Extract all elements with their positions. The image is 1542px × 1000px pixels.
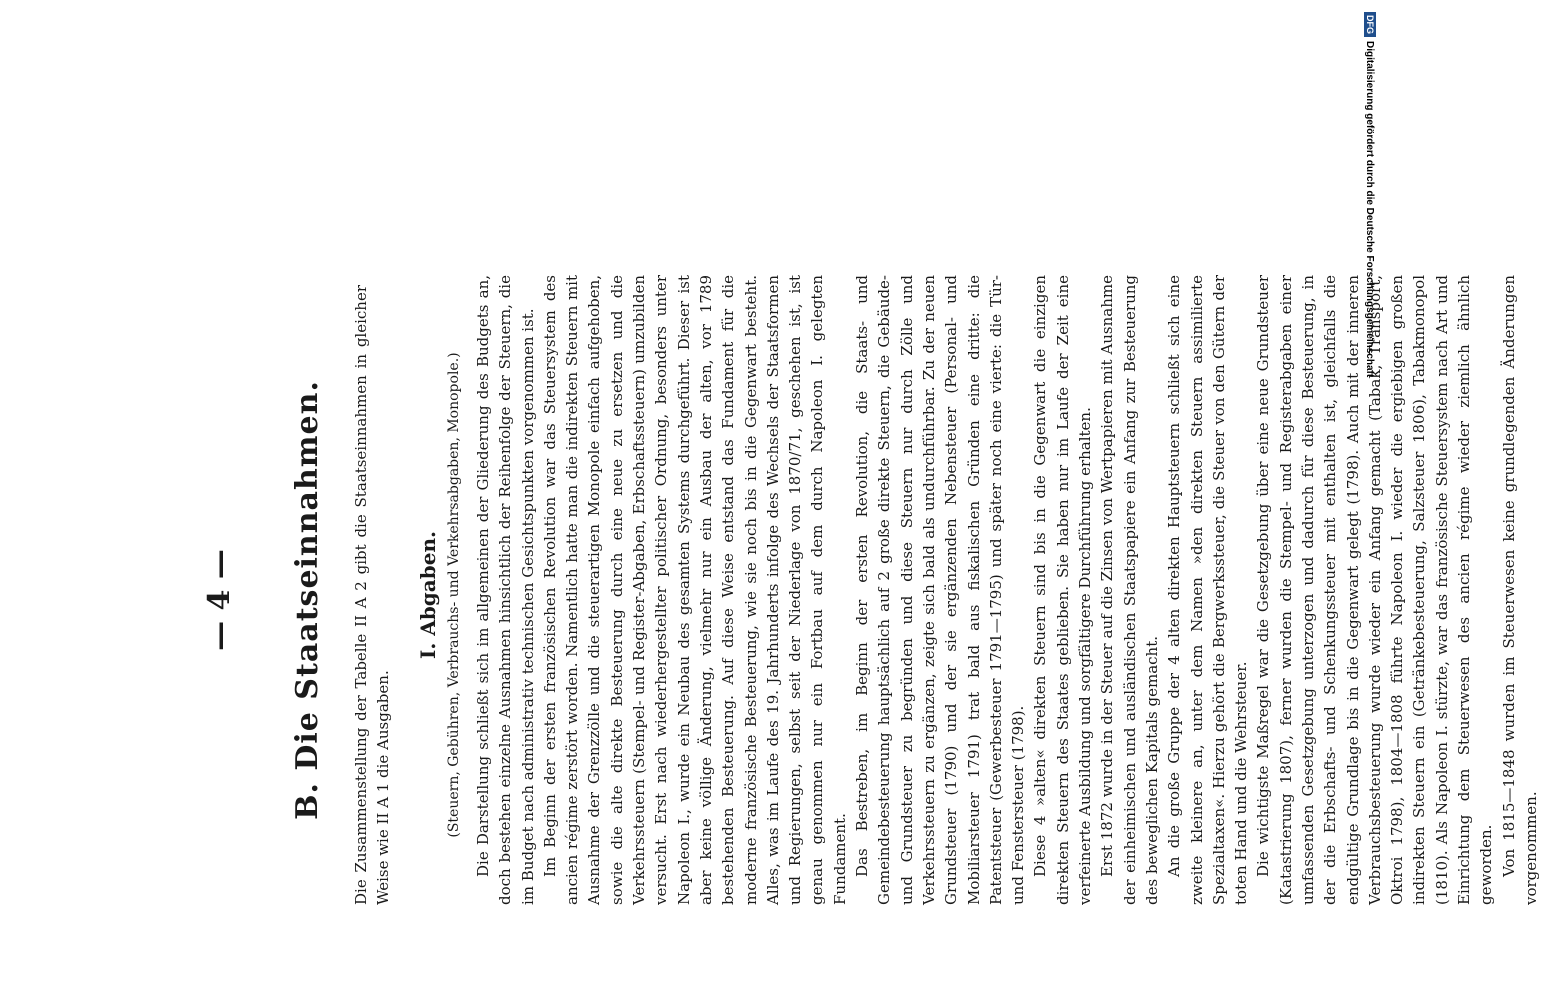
paragraph: Erst 1872 wurde in der Steuer auf die Zinsen von Wertpapieren mit Ausnahme der einheimischen und ausländischen Staatspapiere ein Anfang zur Besteuerung des beweglichen Kapitals gemacht.: [1098, 275, 1161, 905]
paragraph: Das Bestreben, im Beginn der ersten Revolution, die Staats- und Gemeindebesteuerung hauptsächlich auf 2 große direkte Steuern, die Gebäude- und Grundsteuer zu begründen und diese Steuern nur durch Zölle und Verkehrssteuern zu ergänzen, zeigte sich bald als undurchführbar. Zu der neuen Grundsteuer (1790) und der sie ergänzenden Nebensteuer (Personal- und Mobiliarsteuer 1791) trat bald aus fiskalischen Gründen eine dritte: die Patentsteuer (Gewerbesteuer 1791—1795) und später noch eine vierte: die Tür- und Fenstersteuer (1798).: [853, 275, 1028, 905]
paragraph: An die große Gruppe der 4 alten direkten Hauptsteuern schließt sich eine zweite kleinere an, unter dem Namen »den direkten Steuern assimilierte Spezialtaxen«. Hierzu gehört die Bergwerkssteuer, die Steuer von den Gütern der toten Hand und die Wehrsteuer.: [1165, 275, 1251, 905]
paragraph: Die wichtigste Maßregel war die Gesetzgebung über eine neue Grundsteuer (Katastrierung 1807), ferner wurden die Stempel- und Registerabgaben einer umfassenden Gesetzgebung unterzogen und dadurch für diese Besteuerung, in der die Erbschafts- und Schenkungssteuer mit enthalten ist, gleichfalls die endgültige Grundlage bis in die Gegenwart gelegt (1798). Auch mit der inneren Verbrauchsbesteuerung wurde wieder ein Anfang gemacht (Tabak, Transport, Oktroi 1798), 1804—1808 führte Napoleon I. wieder die ergiebigen großen indirekten Steuern ein (Getränkebesteuerung, Salzsteuer 1806), Tabakmonopol (1810). Als Napoleon I. stürzte, war das französische Steuersystem nach Art und Einrichtung dem Steuerwesen des ancien régime wieder ziemlich ähnlich geworden.: [1254, 275, 1496, 905]
page-title: B. Die Staatseinnahmen.: [290, 380, 325, 820]
paragraph: Von 1815—1848 wurden im Steuerwesen keine grundlegenden Änderungen vorgenommen.: [1499, 275, 1540, 905]
section-title: I. Abgaben.: [416, 531, 440, 659]
digitization-stamp: [1361, 12, 1377, 462]
page-number: — 4 —: [202, 549, 237, 651]
dfg-logo: DFG: [1364, 12, 1376, 37]
paragraph: Die Darstellung schließt sich im allgemeinen der Gliederung des Budgets an, doch bestehen einzelne Ausnahmen hinsichtlich der Reihenfolge der Steuern, die im Budget nach administrativ technischen Gesichtspunkten vorgenommen ist.: [474, 275, 537, 905]
intro-paragraph: Die Zusammenstellung der Tabelle II A 2 gibt die Staatseinnahmen in gleicher Weise wie II A 1 die Ausgaben.: [352, 285, 392, 905]
stamp-text: Digitalisierung gefördert durch die Deutsche Forschungsgemeinschaft: [1364, 41, 1375, 378]
section-note: (Steuern, Gebühren, Verbrauchs- und Verkehrsabgaben, Monopole.): [446, 352, 462, 838]
body-text: [472, 275, 1542, 905]
paragraph: Im Beginn der ersten französischen Revolution war das Steuersystem des ancien régime zerstört worden. Namentlich hatte man die indirekten Steuern mit Ausnahme der Grenzzölle und die steuerartigen Monopole einfach aufgehoben, sowie die alte direkte Besteuerung durch eine neue zu ersetzen und die Verkehrssteuern (Stempel- und Register-Abgaben, Erbschaftssteuern) umzubilden versucht. Erst nach wiederhergestellter politischer Ordnung, besonders unter Napoleon I., wurde ein Neubau des gesamten Systems durchgeführt. Dieser ist aber keine völlige Änderung, vielmehr nur ein Ausbau der alten, vor 1789 bestehenden Besteuerung. Auf diese Weise entstand das Fundament für die moderne französische Besteuerung, wie sie noch bis in die Gegenwart besteht. Alles, was im Laufe des 19. Jahrhunderts infolge des Wechsels der Staatsformen und Regierungen, selbst seit der Niederlage von 1870/71, geschehen ist, ist genau genommen nur ein Fortbau auf dem durch Napoleon I. gelegten Fundament.: [540, 275, 849, 905]
rotated-page: [190, 220, 1540, 980]
paragraph: Diese 4 »alten« direkten Steuern sind bis in die Gegenwart die einzigen direkten Steuern des Staates geblieben. Sie haben nur im Laufe der Zeit eine verfeinerte Ausbildung und sorgfältigere Durchführung erhalten.: [1031, 275, 1095, 905]
